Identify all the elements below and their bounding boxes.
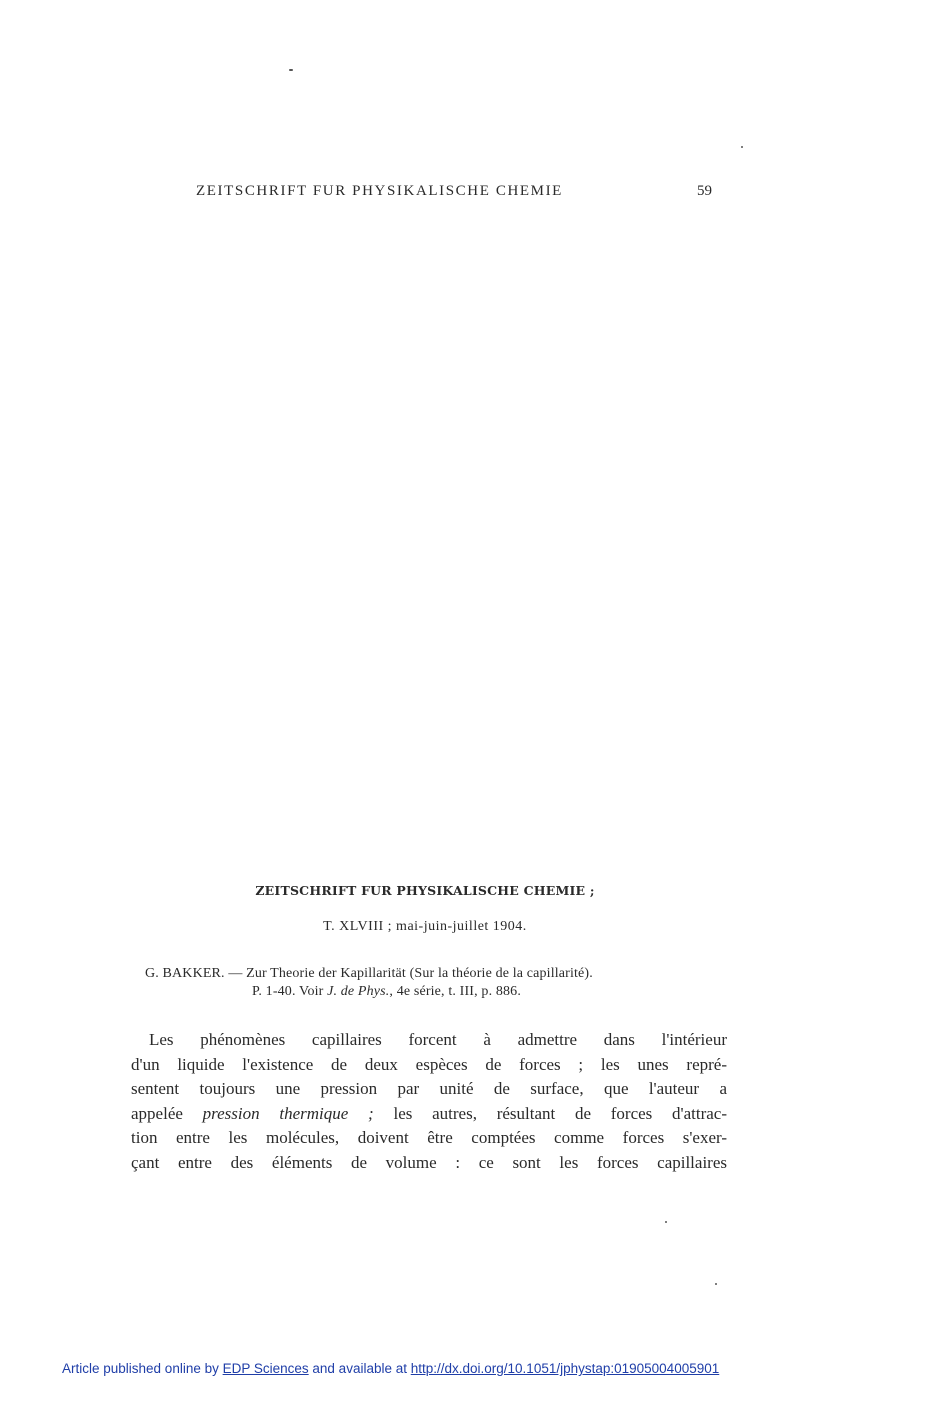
running-head bbox=[196, 183, 716, 203]
doi-link[interactable]: http://dx.doi.org/10.1051/jphystap:01905004005901 bbox=[410, 1361, 720, 1376]
body-line: d'un liquide l'existence de deux espèces de forces ; les unes repré- bbox=[131, 1054, 727, 1074]
body-line: çant entre des éléments de volume : ce sont les forces capillaires bbox=[131, 1152, 727, 1172]
print-speck bbox=[665, 1221, 667, 1223]
publisher-link[interactable]: EDP Sciences bbox=[222, 1361, 309, 1376]
reference-pages-prefix: P. 1-40. Voir bbox=[252, 984, 328, 999]
footer-prefix: Article published online by bbox=[62, 1361, 223, 1376]
body-line: Les phénomènes capillaires forcent à admettre dans l'intérieur bbox=[149, 1030, 727, 1049]
body-line bbox=[131, 1102, 727, 1127]
body-line-segment: appelée bbox=[131, 1103, 203, 1123]
body-line-italic: pression thermique ; bbox=[202, 1103, 374, 1123]
print-speck bbox=[741, 146, 743, 148]
body-line: tion entre les molécules, doivent être comptées comme forces s'exer- bbox=[131, 1128, 727, 1148]
reference-dash: — bbox=[224, 966, 247, 981]
body-paragraph bbox=[131, 1028, 727, 1176]
running-head-title: ZEITSCHRIFT FUR PHYSIKALISCHE CHEMIE bbox=[196, 183, 563, 199]
reference-title: Zur Theorie der Kapillarität (Sur la théorie de la capillarité). bbox=[246, 966, 593, 981]
footer-notice bbox=[62, 1361, 719, 1376]
footer-middle: and available at bbox=[308, 1361, 411, 1376]
reference-line-1 bbox=[145, 966, 593, 982]
section-title: ZEITSCHRIFT FUR PHYSIKALISCHE CHEMIE ; bbox=[255, 883, 595, 898]
reference-author: G. BAKKER. bbox=[145, 966, 225, 981]
body-line-segment: les autres, résultant de forces d'attrac- bbox=[373, 1103, 728, 1123]
body-line: sentent toujours une pression par unité de surface, que l'auteur a bbox=[131, 1079, 727, 1099]
print-speck bbox=[289, 69, 293, 71]
reference-line-2 bbox=[252, 984, 521, 1000]
reference-pages-suffix: , 4e série, t. III, p. 886. bbox=[389, 984, 521, 999]
page-number: 59 bbox=[697, 183, 712, 199]
reference-journal: J. de Phys. bbox=[327, 984, 390, 999]
print-speck bbox=[715, 1283, 717, 1285]
issue-line: T. XLVIII ; mai-juin-juillet 1904. bbox=[323, 919, 527, 934]
